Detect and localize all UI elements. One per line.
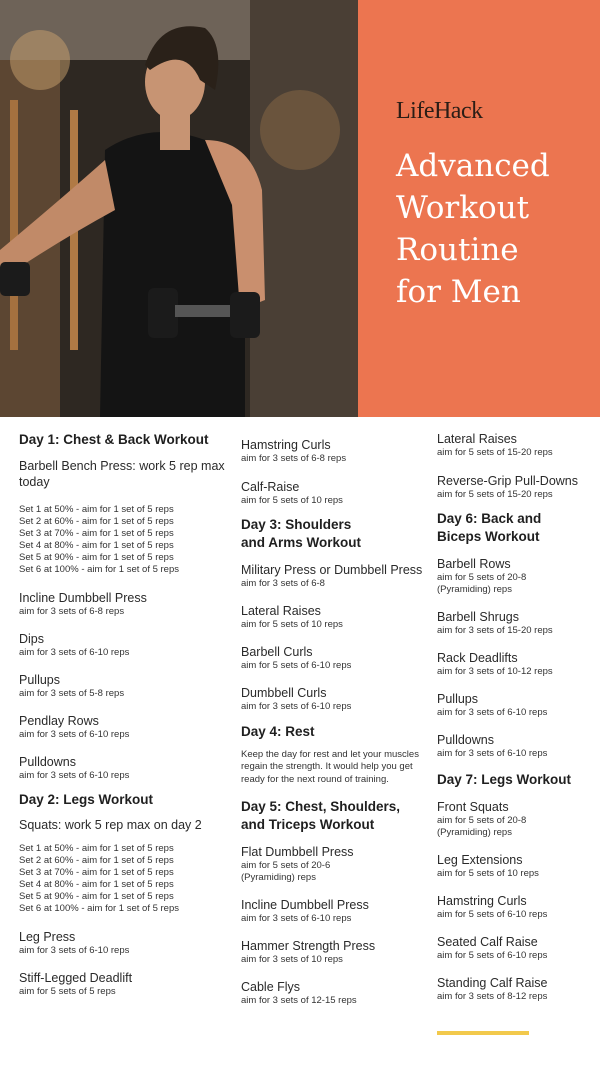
exercise-item [19, 754, 229, 782]
exercise-detail: aim for 3 sets of 6-10 reps [19, 770, 130, 781]
exercise-detail: aim for 5 sets of 10 reps [437, 868, 539, 879]
exercise-detail: aim for 3 sets of 6-8 reps [241, 453, 347, 464]
exercise-name: Incline Dumbbell Press [19, 591, 147, 605]
day-3-heading [241, 516, 431, 552]
exercise-name: Flat Dumbbell Press [241, 844, 354, 859]
exercise-detail: aim for 3 sets of 6-10 reps [437, 748, 548, 759]
title-line: Advanced [396, 148, 550, 184]
set-line: Set 1 at 50% - aim for 1 set of 5 reps [19, 843, 174, 854]
exercise-name: Standing Calf Raise [437, 976, 548, 990]
day-5-heading [241, 798, 431, 834]
exercise-item [437, 473, 597, 501]
exercise-item [241, 603, 431, 631]
exercise-item [19, 631, 229, 659]
exercise-detail: aim for 5 sets of 15-20 reps [437, 447, 553, 458]
day-5-heading-line: and Triceps Workout [241, 816, 375, 832]
routine-content [0, 417, 600, 1065]
exercise-item [241, 562, 431, 590]
rest-line: ready for the next round of training. [241, 773, 389, 785]
exercise-item [19, 929, 229, 957]
title-panel [358, 0, 600, 417]
exercise-item [437, 556, 597, 596]
exercise-item [241, 644, 431, 672]
exercise-item [19, 713, 229, 741]
exercise-detail: aim for 5 sets of 6-10 reps [437, 950, 548, 961]
exercise-detail: aim for 3 sets of 8-12 reps [437, 991, 548, 1002]
rest-line: Keep the day for rest and let your muscles [241, 749, 419, 760]
set-line: Set 5 at 90% - aim for 1 set of 5 reps [19, 552, 174, 563]
squats-text: Squats: work 5 rep max on day 2 [19, 818, 202, 832]
exercise-item [437, 609, 597, 637]
exercise-name: Hammer Strength Press [241, 938, 376, 953]
title-line: Workout [396, 190, 530, 226]
exercise-detail: aim for 5 sets of 6-10 reps [437, 909, 548, 920]
exercise-item [437, 975, 597, 1003]
exercise-name: Seated Calf Raise [437, 935, 538, 949]
exercise-name: Calf-Raise [241, 480, 300, 494]
title-line: for Men [396, 274, 521, 310]
hero-banner [0, 0, 600, 417]
brand-logo: LifeHack [396, 98, 483, 124]
exercise-name: Barbell Curls [241, 645, 313, 659]
exercise-detail: aim for 3 sets of 6-10 reps [437, 707, 548, 718]
exercise-name: Military Press or Dumbbell Press [241, 563, 423, 577]
set-line: Set 6 at 100% - aim for 1 set of 5 reps [19, 564, 179, 575]
exercise-detail: (Pyramiding) reps [437, 584, 512, 595]
exercise-detail: aim for 3 sets of 6-8 [241, 578, 325, 589]
column-1 [19, 431, 229, 998]
exercise-name: Reverse-Grip Pull-Downs [437, 474, 579, 488]
exercise-item [437, 431, 597, 459]
exercise-name: Lateral Raises [437, 432, 517, 446]
exercise-item [19, 590, 229, 618]
set-line: Set 6 at 100% - aim for 1 set of 5 reps [19, 903, 179, 914]
rest-line: regain the strength. It would help you get [241, 761, 413, 773]
exercise-detail: aim for 3 sets of 12-15 reps [241, 994, 357, 1006]
day-6-heading-line: Day 6: Back and [437, 511, 542, 526]
exercise-detail: aim for 5 sets of 10 reps [241, 619, 343, 630]
exercise-name: Hamstring Curls [241, 438, 331, 452]
day-4-heading: Day 4: Rest [241, 724, 315, 739]
exercise-detail: aim for 3 sets of 6-10 reps [19, 647, 130, 658]
set-line: Set 1 at 50% - aim for 1 set of 5 reps [19, 504, 174, 515]
exercise-detail: aim for 3 sets of 6-8 reps [19, 606, 125, 617]
exercise-name: Rack Deadlifts [437, 651, 518, 665]
exercise-name: Front Squats [437, 800, 509, 814]
day-5-heading-line: Day 5: Chest, Shoulders, [241, 798, 401, 814]
exercise-detail: aim for 3 sets of 6-10 reps [19, 729, 130, 740]
exercise-detail: aim for 3 sets of 5-8 reps [19, 688, 125, 699]
exercise-detail: aim for 5 sets of 20-8 [437, 572, 527, 583]
exercise-detail: aim for 3 sets of 6-10 reps [241, 912, 352, 924]
exercise-detail: aim for 5 sets of 20-8 [437, 815, 527, 826]
exercise-name: Pendlay Rows [19, 714, 99, 728]
exercise-item [437, 852, 597, 880]
exercise-item [437, 893, 597, 921]
exercise-detail: aim for 3 sets of 15-20 reps [437, 625, 553, 636]
exercise-item [241, 979, 431, 1007]
column-2 [241, 437, 431, 1007]
exercise-item [241, 938, 431, 966]
exercise-name: Incline Dumbbell Press [241, 897, 369, 912]
bench-press-text: Barbell Bench Press: work 5 rep max today [19, 459, 225, 489]
set-line: Set 3 at 70% - aim for 1 set of 5 reps [19, 867, 174, 878]
exercise-item [19, 970, 229, 998]
set-line: Set 2 at 60% - aim for 1 set of 5 reps [19, 516, 174, 527]
exercise-name: Pullups [19, 673, 60, 687]
exercise-item [241, 479, 431, 507]
exercise-detail: aim for 5 sets of 5 reps [19, 986, 116, 997]
exercise-item [241, 897, 431, 925]
exercise-name: Pulldowns [437, 733, 494, 747]
exercise-name: Dips [19, 632, 45, 646]
exercise-item [437, 934, 597, 962]
exercise-detail: aim for 3 sets of 10 reps [241, 953, 343, 965]
exercise-detail: (Pyramiding) reps [437, 827, 512, 838]
rest-paragraph [241, 749, 431, 786]
man-lifting-dumbbells-illustration [0, 0, 358, 417]
exercise-detail: aim for 3 sets of 6-10 reps [19, 945, 130, 956]
set-line: Set 4 at 80% - aim for 1 set of 5 reps [19, 879, 174, 890]
exercise-item [437, 691, 597, 719]
exercise-item [241, 685, 431, 713]
day-3-heading-line: Day 3: Shoulders [241, 517, 352, 532]
exercise-name: Hamstring Curls [437, 894, 527, 908]
exercise-detail: aim for 3 sets of 10-12 reps [437, 666, 553, 677]
exercise-name: Leg Extensions [437, 853, 523, 867]
exercise-item [19, 672, 229, 700]
day-3-heading-line: and Arms Workout [241, 535, 362, 550]
exercise-name: Barbell Shrugs [437, 610, 519, 624]
squat-sets-list [19, 843, 229, 915]
exercise-detail: aim for 5 sets of 15-20 reps [437, 489, 553, 500]
set-line: Set 2 at 60% - aim for 1 set of 5 reps [19, 855, 174, 866]
column-3 [437, 431, 597, 1003]
day-6-heading [437, 510, 597, 546]
exercise-item [241, 844, 431, 884]
accent-underline [437, 1031, 529, 1035]
set-line: Set 5 at 90% - aim for 1 set of 5 reps [19, 891, 174, 902]
exercise-detail: aim for 5 sets of 20-6 [241, 859, 331, 871]
title-line: Routine [396, 232, 519, 268]
exercise-item [437, 799, 597, 839]
day-6-heading-line: Biceps Workout [437, 529, 540, 544]
set-line: Set 4 at 80% - aim for 1 set of 5 reps [19, 540, 174, 551]
day-1-heading: Day 1: Chest & Back Workout [19, 432, 209, 447]
exercise-name: Leg Press [19, 930, 76, 944]
exercise-detail: (Pyramiding) reps [241, 871, 316, 883]
exercise-item [241, 437, 431, 465]
exercise-name: Stiff-Legged Deadlift [19, 971, 133, 985]
exercise-name: Lateral Raises [241, 604, 321, 618]
exercise-name: Pulldowns [19, 755, 76, 769]
exercise-name: Cable Flys [241, 979, 301, 994]
set-line: Set 3 at 70% - aim for 1 set of 5 reps [19, 528, 174, 539]
day-7-heading: Day 7: Legs Workout [437, 772, 572, 787]
bench-sets-list [19, 504, 229, 576]
exercise-detail: aim for 5 sets of 10 reps [241, 495, 343, 506]
exercise-item [437, 732, 597, 760]
exercise-item [437, 650, 597, 678]
workout-photo [0, 0, 358, 417]
exercise-name: Barbell Rows [437, 557, 511, 571]
day-2-heading: Day 2: Legs Workout [19, 792, 154, 807]
exercise-name: Pullups [437, 692, 478, 706]
exercise-detail: aim for 3 sets of 6-10 reps [241, 701, 352, 712]
page-title [396, 145, 596, 313]
exercise-name: Dumbbell Curls [241, 686, 327, 700]
exercise-detail: aim for 5 sets of 6-10 reps [241, 660, 352, 671]
